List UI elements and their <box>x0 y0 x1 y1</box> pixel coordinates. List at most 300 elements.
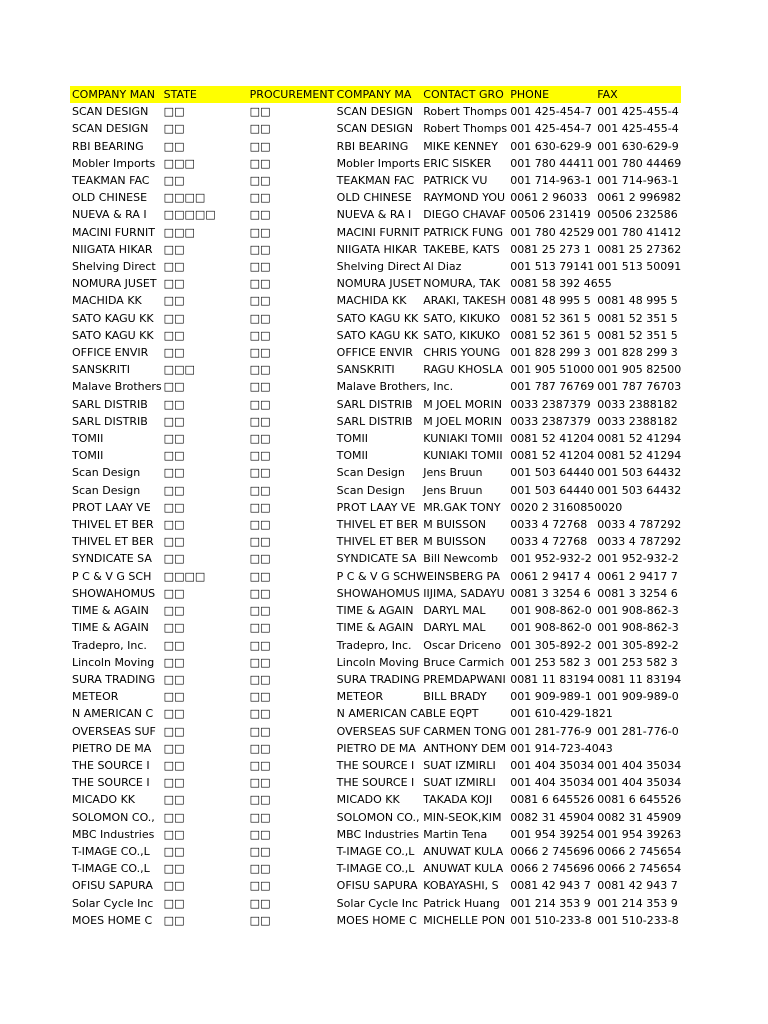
procurement-cell[interactable]: □□ <box>249 466 271 480</box>
contact-cell[interactable]: ARAKI, TAKESH <box>423 294 506 308</box>
phone-cell[interactable]: 001 513 79141 <box>510 260 595 274</box>
phone-cell[interactable]: 001 908-862-0 <box>510 621 592 635</box>
company-name-cell[interactable]: PIETRO DE MA <box>72 741 152 755</box>
company-name-cell[interactable]: Lincoln Moving <box>72 655 155 669</box>
company-name-2-cell[interactable]: OFISU SAPURA <box>336 879 418 893</box>
company-name-2-cell[interactable]: SYNDICATE SA <box>336 552 417 566</box>
procurement-cell[interactable]: □□ <box>249 449 271 463</box>
contact-cell[interactable]: M BUISSON <box>423 518 486 532</box>
company-name-2-cell[interactable]: PIETRO DE MA <box>336 741 416 755</box>
company-name-cell[interactable]: NIIGATA HIKAR <box>72 242 153 256</box>
state-cell[interactable]: □□ <box>163 552 185 566</box>
fax-cell[interactable]: 001 905 82500 <box>597 363 682 377</box>
header-procurement[interactable]: PROCUREMENT <box>248 86 335 103</box>
procurement-cell[interactable]: □□ <box>249 862 271 876</box>
procurement-cell[interactable]: □□ <box>249 518 271 532</box>
contact-cell[interactable]: PATRICK VU <box>423 174 488 188</box>
company-name-2-cell[interactable]: MICADO KK <box>336 793 400 807</box>
phone-cell[interactable]: 001 828 299 3 <box>510 346 591 360</box>
company-name-cell[interactable]: MACINI FURNIT <box>72 225 155 239</box>
procurement-cell[interactable]: □□ <box>249 346 271 360</box>
phone-cell[interactable]: 0033 2387379 <box>510 414 591 428</box>
company-name-cell[interactable]: THE SOURCE I <box>72 776 150 790</box>
phone-cell[interactable]: 001 503 64440 <box>510 466 595 480</box>
fax-cell[interactable]: 001 305-892-2 <box>597 638 679 652</box>
contact-cell[interactable]: Robert Thomps <box>423 105 508 119</box>
header-contact[interactable]: CONTACT GRO <box>421 86 508 103</box>
state-cell[interactable]: □□ <box>163 810 185 824</box>
contact-cell[interactable]: Robert Thomps <box>423 122 508 136</box>
company-name-2-cell[interactable]: SOLOMON CO., <box>336 810 420 824</box>
state-cell[interactable]: □□ <box>163 277 185 291</box>
contact-cell[interactable]: M JOEL MORIN <box>423 414 503 428</box>
state-cell[interactable]: □□ <box>163 518 185 532</box>
fax-cell[interactable]: 0082 31 45909 <box>597 810 682 824</box>
procurement-cell[interactable]: □□ <box>249 294 271 308</box>
procurement-cell[interactable]: □□ <box>249 724 271 738</box>
state-cell[interactable]: □□ <box>163 758 185 772</box>
company-name-cell[interactable]: Shelving Direct <box>72 260 156 274</box>
company-name-2-cell[interactable]: MBC Industries <box>336 827 419 841</box>
state-cell[interactable]: □□ <box>163 672 185 686</box>
company-name-2-cell[interactable]: Tradepro, Inc. <box>336 638 412 652</box>
procurement-cell[interactable]: □□ <box>249 776 271 790</box>
company-name-2-cell[interactable]: RBI BEARING <box>336 139 409 153</box>
company-name-2-cell[interactable]: THIVEL ET BER <box>336 535 419 549</box>
phone-cell[interactable]: 001 253 582 3 <box>510 655 591 669</box>
phone-cell[interactable]: 0033 4 72768 <box>510 535 588 549</box>
fax-cell[interactable]: 001 630-629-9 <box>597 139 679 153</box>
contact-cell[interactable]: KUNIAKI TOMII <box>423 449 503 463</box>
company-name-cell[interactable]: OFFICE ENVIR <box>72 346 149 360</box>
company-name-2-cell[interactable]: SCAN DESIGN <box>336 122 413 136</box>
contact-cell[interactable]: Jens Bruun <box>423 466 483 480</box>
company-name-cell[interactable]: P C & V G SCH <box>72 569 152 583</box>
fax-cell[interactable]: 0061 2 996982 <box>597 191 682 205</box>
phone-cell[interactable]: 0061 2 9417 4 <box>510 569 591 583</box>
contact-cell[interactable]: SUAT IZMIRLI <box>423 758 496 772</box>
header-phone[interactable]: PHONE <box>508 86 595 103</box>
contact-cell[interactable]: Al Diaz <box>423 260 462 274</box>
fax-cell[interactable]: 0081 52 351 5 <box>597 311 678 325</box>
company-name-2-cell[interactable]: Lincoln Moving <box>336 655 419 669</box>
fax-cell[interactable]: 001 253 582 3 <box>597 655 678 669</box>
phone-cell[interactable]: 0081 25 273 1 <box>510 242 591 256</box>
state-cell[interactable]: □□ <box>163 311 185 325</box>
company-name-cell[interactable]: Scan Design <box>72 483 141 497</box>
procurement-cell[interactable]: □□ <box>249 655 271 669</box>
procurement-cell[interactable]: □□ <box>249 380 271 394</box>
contact-cell[interactable]: TAKADA KOJI <box>423 793 493 807</box>
company-name-cell[interactable]: SOLOMON CO., <box>72 810 155 824</box>
company-name-cell[interactable]: THIVEL ET BER <box>72 535 154 549</box>
fax-cell[interactable]: 0081 52 41294 <box>597 432 682 446</box>
state-cell[interactable]: □□ <box>163 827 185 841</box>
phone-cell[interactable]: 0081 52 361 5 <box>510 328 591 342</box>
phone-cell[interactable]: 001 425-454-7 <box>510 122 592 136</box>
state-cell[interactable]: □□ <box>163 724 185 738</box>
company-name-cell[interactable]: METEOR <box>72 690 119 704</box>
company-name-2-cell[interactable]: OFFICE ENVIR <box>336 346 413 360</box>
state-cell[interactable]: □□ <box>163 707 185 721</box>
fax-cell[interactable]: 001 780 41412 <box>597 225 682 239</box>
company-name-cell[interactable]: MBC Industries <box>72 827 155 841</box>
procurement-cell[interactable]: □□ <box>249 741 271 755</box>
company-name-2-cell[interactable]: TOMII <box>336 449 369 463</box>
fax-cell[interactable]: 0081 11 83194 <box>597 672 682 686</box>
company-name-cell[interactable]: T-IMAGE CO.,L <box>72 844 150 858</box>
state-cell[interactable]: □□ <box>163 122 185 136</box>
fax-cell[interactable]: 001 828 299 3 <box>597 346 678 360</box>
company-name-2-cell[interactable]: MACINI FURNIT <box>336 225 420 239</box>
header-company-name[interactable]: COMPANY MAN <box>70 86 162 103</box>
state-cell[interactable]: □□ <box>163 328 185 342</box>
contact-cell[interactable]: ANUWAT KULA <box>423 844 504 858</box>
state-cell[interactable]: □□ <box>163 294 185 308</box>
fax-cell[interactable]: 001 908-862-3 <box>597 621 679 635</box>
company-name-2-cell[interactable]: TEAKMAN FAC <box>336 174 415 188</box>
phone-cell[interactable]: 001 425-454-7 <box>510 105 592 119</box>
phone-cell[interactable]: 001 610-429-1821 <box>510 707 613 721</box>
fax-cell[interactable]: 001 214 353 9 <box>597 896 678 910</box>
state-cell[interactable]: □□ <box>163 105 185 119</box>
procurement-cell[interactable]: □□ <box>249 758 271 772</box>
state-cell[interactable]: □□ <box>163 174 185 188</box>
fax-cell[interactable]: 001 404 35034 <box>597 758 682 772</box>
company-name-cell[interactable]: NOMURA JUSET <box>72 277 157 291</box>
phone-cell[interactable]: 001 404 35034 <box>510 776 595 790</box>
procurement-cell[interactable]: □□ <box>249 414 271 428</box>
contact-cell[interactable]: KOBAYASHI, S <box>423 879 499 893</box>
header-company-name-2[interactable]: COMPANY MA <box>335 86 422 103</box>
state-cell[interactable]: □□ <box>163 896 185 910</box>
company-name-2-cell[interactable]: Solar Cycle Inc <box>336 896 419 910</box>
contact-cell[interactable]: RAGU KHOSLA <box>423 363 503 377</box>
contact-cell[interactable]: ANUWAT KULA <box>423 862 504 876</box>
company-name-cell[interactable]: MICADO KK <box>72 793 135 807</box>
procurement-cell[interactable]: □□ <box>249 277 271 291</box>
state-cell[interactable]: □□ <box>163 449 185 463</box>
company-name-cell[interactable]: MOES HOME C <box>72 913 153 927</box>
fax-cell[interactable]: 0081 52 351 5 <box>597 328 678 342</box>
procurement-cell[interactable]: □□ <box>249 311 271 325</box>
company-name-cell[interactable]: Solar Cycle Inc <box>72 896 154 910</box>
contact-cell[interactable]: DARYL MAL <box>423 604 486 618</box>
company-name-2-cell[interactable]: OVERSEAS SUF <box>336 724 421 738</box>
company-name-cell[interactable]: TIME & AGAIN <box>72 604 149 618</box>
fax-cell[interactable]: 0081 3 3254 6 <box>597 586 678 600</box>
state-cell[interactable]: □□ <box>163 414 185 428</box>
fax-cell[interactable]: 00506 232586 <box>597 208 678 222</box>
contact-cell[interactable]: CARMEN TONG <box>423 724 507 738</box>
company-name-cell[interactable]: SCAN DESIGN <box>72 122 149 136</box>
fax-cell[interactable]: 0033 4 787292 <box>597 535 682 549</box>
company-name-cell[interactable]: T-IMAGE CO.,L <box>72 862 150 876</box>
phone-cell[interactable]: 00506 231419 <box>510 208 591 222</box>
state-cell[interactable]: □□ <box>163 432 185 446</box>
state-cell[interactable]: □□ <box>163 586 185 600</box>
company-name-2-cell[interactable]: SCAN DESIGN <box>336 105 413 119</box>
phone-cell[interactable]: 001 954 39254 <box>510 827 595 841</box>
procurement-cell[interactable]: □□ <box>249 500 271 514</box>
company-name-2-cell[interactable]: THE SOURCE I <box>336 758 415 772</box>
procurement-cell[interactable]: □□ <box>249 432 271 446</box>
phone-cell[interactable]: 0081 3 3254 6 <box>510 586 591 600</box>
procurement-cell[interactable]: □□ <box>249 483 271 497</box>
state-cell[interactable]: □□ <box>163 621 185 635</box>
company-name-cell[interactable]: RBI BEARING <box>72 139 144 153</box>
company-name-2-cell[interactable]: T-IMAGE CO.,L <box>336 862 415 876</box>
contact-cell[interactable]: Patrick Huang <box>423 896 500 910</box>
fax-cell[interactable]: 001 787 76703 <box>597 380 682 394</box>
state-cell[interactable]: □□ <box>163 466 185 480</box>
phone-cell[interactable]: 0066 2 745696 <box>510 844 595 858</box>
company-name-cell[interactable]: OVERSEAS SUF <box>72 724 156 738</box>
phone-cell[interactable]: 001 214 353 9 <box>510 896 591 910</box>
fax-cell[interactable]: 001 503 64432 <box>597 483 682 497</box>
company-name-cell[interactable]: NUEVA & RA I <box>72 208 147 222</box>
phone-cell[interactable]: 001 510-233-8 <box>510 913 592 927</box>
fax-cell[interactable]: 001 425-455-4 <box>597 122 679 136</box>
state-cell[interactable]: □□ <box>163 397 185 411</box>
contact-cell[interactable]: M JOEL MORIN <box>423 397 503 411</box>
procurement-cell[interactable]: □□ <box>249 156 271 170</box>
procurement-cell[interactable]: □□ <box>249 569 271 583</box>
company-name-2-cell[interactable]: SANSKRITI <box>336 363 395 377</box>
procurement-cell[interactable]: □□ <box>249 690 271 704</box>
procurement-cell[interactable]: □□ <box>249 879 271 893</box>
procurement-cell[interactable]: □□ <box>249 827 271 841</box>
contact-cell[interactable]: RAYMOND YOU <box>423 191 506 205</box>
company-name-cell[interactable]: PROT LAAY VE <box>72 500 151 514</box>
company-name-2-cell[interactable]: TIME & AGAIN <box>336 604 414 618</box>
procurement-cell[interactable]: □□ <box>249 174 271 188</box>
fax-cell[interactable]: 0081 48 995 5 <box>597 294 678 308</box>
phone-cell[interactable]: 0081 6 645526 <box>510 793 595 807</box>
fax-cell[interactable]: 0066 2 745654 <box>597 844 682 858</box>
procurement-cell[interactable]: □□ <box>249 672 271 686</box>
company-name-cell[interactable]: Tradepro, Inc. <box>72 638 147 652</box>
phone-cell[interactable]: 001 714-963-1 <box>510 174 592 188</box>
company-name-2-cell[interactable]: N AMERICAN CABLE EQPT <box>336 707 479 721</box>
company-name-2-cell[interactable]: THIVEL ET BER <box>336 518 419 532</box>
state-cell[interactable]: □□□□□ <box>163 208 216 222</box>
company-name-2-cell[interactable]: SATO KAGU KK <box>336 328 419 342</box>
procurement-cell[interactable]: □□ <box>249 260 271 274</box>
procurement-cell[interactable]: □□ <box>249 621 271 635</box>
company-name-cell[interactable]: THIVEL ET BER <box>72 518 154 532</box>
company-name-2-cell[interactable]: MOES HOME C <box>336 913 417 927</box>
company-name-2-cell[interactable]: OLD CHINESE <box>336 191 412 205</box>
company-name-cell[interactable]: OLD CHINESE <box>72 191 148 205</box>
company-name-cell[interactable]: SATO KAGU KK <box>72 311 154 325</box>
state-cell[interactable]: □□□ <box>163 225 195 239</box>
phone-cell[interactable]: 001 908-862-0 <box>510 604 592 618</box>
state-cell[interactable]: □□ <box>163 862 185 876</box>
fax-cell[interactable]: 001 780 44469 <box>597 156 682 170</box>
procurement-cell[interactable]: □□ <box>249 552 271 566</box>
company-name-2-cell[interactable]: NIIGATA HIKAR <box>336 242 418 256</box>
fax-cell[interactable]: 001 513 50091 <box>597 260 682 274</box>
company-name-2-cell[interactable]: MACHIDA KK <box>336 294 407 308</box>
state-cell[interactable]: □□ <box>163 844 185 858</box>
company-name-2-cell[interactable]: Scan Design <box>336 483 405 497</box>
fax-cell[interactable]: 0033 2388182 <box>597 397 678 411</box>
procurement-cell[interactable]: □□ <box>249 586 271 600</box>
fax-cell[interactable]: 001 714-963-1 <box>597 174 679 188</box>
fax-cell[interactable]: 001 954 39263 <box>597 827 682 841</box>
procurement-cell[interactable]: □□ <box>249 397 271 411</box>
contact-cell[interactable]: MICHELLE PON <box>423 913 506 927</box>
fax-cell[interactable]: 0033 4 787292 <box>597 518 682 532</box>
state-cell[interactable]: □□ <box>163 483 185 497</box>
company-name-cell[interactable]: MACHIDA KK <box>72 294 142 308</box>
phone-cell[interactable]: 001 281-776-9 <box>510 724 592 738</box>
procurement-cell[interactable]: □□ <box>249 105 271 119</box>
fax-cell[interactable]: 001 510-233-8 <box>597 913 679 927</box>
contact-cell[interactable]: ERIC SISKER <box>423 156 492 170</box>
contact-cell[interactable]: SATO, KIKUKO <box>423 311 501 325</box>
procurement-cell[interactable]: □□ <box>249 638 271 652</box>
fax-cell[interactable]: 001 503 64432 <box>597 466 682 480</box>
company-name-cell[interactable]: SCAN DESIGN <box>72 105 149 119</box>
state-cell[interactable]: □□ <box>163 793 185 807</box>
fax-cell[interactable]: 001 281-776-0 <box>597 724 679 738</box>
fax-cell[interactable]: 0081 25 27362 <box>597 242 682 256</box>
company-name-2-cell[interactable]: SURA TRADING <box>336 672 420 686</box>
procurement-cell[interactable]: □□ <box>249 604 271 618</box>
company-name-cell[interactable]: N AMERICAN C <box>72 707 154 721</box>
phone-cell[interactable]: 0081 42 943 7 <box>510 879 591 893</box>
procurement-cell[interactable]: □□ <box>249 793 271 807</box>
contact-cell[interactable]: Martin Tena <box>423 827 488 841</box>
company-name-2-cell[interactable]: Mobler Imports <box>336 156 420 170</box>
contact-cell[interactable]: NOMURA, TAK <box>423 277 501 291</box>
state-cell[interactable]: □□ <box>163 346 185 360</box>
contact-cell[interactable]: ANTHONY DEM <box>423 741 507 755</box>
fax-cell[interactable]: 0061 2 9417 7 <box>597 569 678 583</box>
procurement-cell[interactable]: □□ <box>249 191 271 205</box>
company-name-2-cell[interactable]: SARL DISTRIB <box>336 397 413 411</box>
state-cell[interactable]: □□ <box>163 741 185 755</box>
phone-cell[interactable]: 001 787 76769 <box>510 380 595 394</box>
phone-cell[interactable]: 0061 2 96033 <box>510 191 588 205</box>
state-cell[interactable]: □□ <box>163 260 185 274</box>
contact-cell[interactable]: BILL BRADY <box>423 690 487 704</box>
procurement-cell[interactable]: □□ <box>249 844 271 858</box>
contact-cell[interactable]: PATRICK FUNG <box>423 225 504 239</box>
fax-cell[interactable]: 001 909-989-0 <box>597 690 679 704</box>
state-cell[interactable]: □□ <box>163 500 185 514</box>
fax-cell[interactable]: 001 908-862-3 <box>597 604 679 618</box>
company-name-2-cell[interactable]: T-IMAGE CO.,L <box>336 844 415 858</box>
contact-cell[interactable]: KUNIAKI TOMII <box>423 432 503 446</box>
company-name-2-cell[interactable]: Shelving Direct <box>336 260 421 274</box>
company-name-cell[interactable]: SHOWAHOMUS <box>72 586 156 600</box>
state-cell[interactable]: □□□□ <box>163 569 206 583</box>
company-name-2-cell[interactable]: Malave Brothers, Inc. <box>336 380 454 394</box>
state-cell[interactable]: □□ <box>163 242 185 256</box>
state-cell[interactable]: □□ <box>163 139 185 153</box>
state-cell[interactable]: □□ <box>163 776 185 790</box>
fax-cell[interactable]: 0066 2 745654 <box>597 862 682 876</box>
company-name-2-cell[interactable]: THE SOURCE I <box>336 776 415 790</box>
company-name-cell[interactable]: TOMII <box>72 432 104 446</box>
phone-cell[interactable]: 0081 52 41204 <box>510 449 595 463</box>
procurement-cell[interactable]: □□ <box>249 328 271 342</box>
phone-cell[interactable]: 0081 52 361 5 <box>510 311 591 325</box>
procurement-cell[interactable]: □□ <box>249 810 271 824</box>
contact-cell[interactable]: TAKEBE, KATS <box>423 242 500 256</box>
company-name-cell[interactable]: SARL DISTRIB <box>72 414 148 428</box>
phone-cell[interactable]: 0081 52 41204 <box>510 432 595 446</box>
contact-cell[interactable]: IIJIMA, SADAYU <box>423 586 505 600</box>
phone-cell[interactable]: 001 780 42529 <box>510 225 595 239</box>
company-name-cell[interactable]: Mobler Imports <box>72 156 156 170</box>
phone-cell[interactable]: 0020 2 3160850020 <box>510 500 623 514</box>
company-name-2-cell[interactable]: METEOR <box>336 690 384 704</box>
fax-cell[interactable]: 0081 52 41294 <box>597 449 682 463</box>
company-name-cell[interactable]: OFISU SAPURA <box>72 879 153 893</box>
phone-cell[interactable]: 0081 58 392 4655 <box>510 277 612 291</box>
phone-cell[interactable]: 001 780 44411 <box>510 156 595 170</box>
contact-cell[interactable]: PREMDAPWANI <box>423 672 506 686</box>
state-cell[interactable]: □□ <box>163 879 185 893</box>
company-name-cell[interactable]: Malave Brothers <box>72 380 162 394</box>
state-cell[interactable]: □□ <box>163 380 185 394</box>
phone-cell[interactable]: 0081 48 995 5 <box>510 294 591 308</box>
company-name-2-cell[interactable]: NUEVA & RA I <box>336 208 412 222</box>
contact-cell[interactable]: Oscar Driceno <box>423 638 502 652</box>
contact-cell[interactable]: DIEGO CHAVAF <box>423 208 507 222</box>
contact-cell[interactable]: Jens Bruun <box>423 483 483 497</box>
company-name-cell[interactable]: SATO KAGU KK <box>72 328 154 342</box>
procurement-cell[interactable]: □□ <box>249 535 271 549</box>
company-name-cell[interactable]: TIME & AGAIN <box>72 621 149 635</box>
company-name-2-cell[interactable]: SARL DISTRIB <box>336 414 413 428</box>
header-fax[interactable]: FAX <box>595 86 681 103</box>
fax-cell[interactable]: 001 404 35034 <box>597 776 682 790</box>
contact-cell[interactable]: SUAT IZMIRLI <box>423 776 496 790</box>
company-name-cell[interactable]: Scan Design <box>72 466 141 480</box>
procurement-cell[interactable]: □□ <box>249 363 271 377</box>
fax-cell[interactable]: 0081 6 645526 <box>597 793 682 807</box>
phone-cell[interactable]: 001 952-932-2 <box>510 552 592 566</box>
phone-cell[interactable]: 0081 11 83194 <box>510 672 595 686</box>
phone-cell[interactable]: 001 404 35034 <box>510 758 595 772</box>
procurement-cell[interactable]: □□ <box>249 139 271 153</box>
phone-cell[interactable]: 001 305-892-2 <box>510 638 592 652</box>
company-name-2-cell[interactable]: Scan Design <box>336 466 405 480</box>
fax-cell[interactable]: 001 425-455-4 <box>597 105 679 119</box>
state-cell[interactable]: □□ <box>163 638 185 652</box>
company-name-2-cell[interactable]: TOMII <box>336 432 369 446</box>
state-cell[interactable]: □□ <box>163 535 185 549</box>
company-name-2-cell[interactable]: SATO KAGU KK <box>336 311 419 325</box>
state-cell[interactable]: □□□ <box>163 156 195 170</box>
phone-cell[interactable]: 001 905 51000 <box>510 363 595 377</box>
contact-cell[interactable]: Bruce Carmich <box>423 655 505 669</box>
contact-cell[interactable]: MIKE KENNEY <box>423 139 498 153</box>
company-name-cell[interactable]: SYNDICATE SA <box>72 552 152 566</box>
fax-cell[interactable]: 0081 42 943 7 <box>597 879 678 893</box>
company-name-2-cell[interactable]: SHOWAHOMUS <box>336 586 420 600</box>
state-cell[interactable]: □□ <box>163 604 185 618</box>
procurement-cell[interactable]: □□ <box>249 242 271 256</box>
procurement-cell[interactable]: □□ <box>249 896 271 910</box>
procurement-cell[interactable]: □□ <box>249 225 271 239</box>
phone-cell[interactable]: 001 909-989-1 <box>510 690 592 704</box>
